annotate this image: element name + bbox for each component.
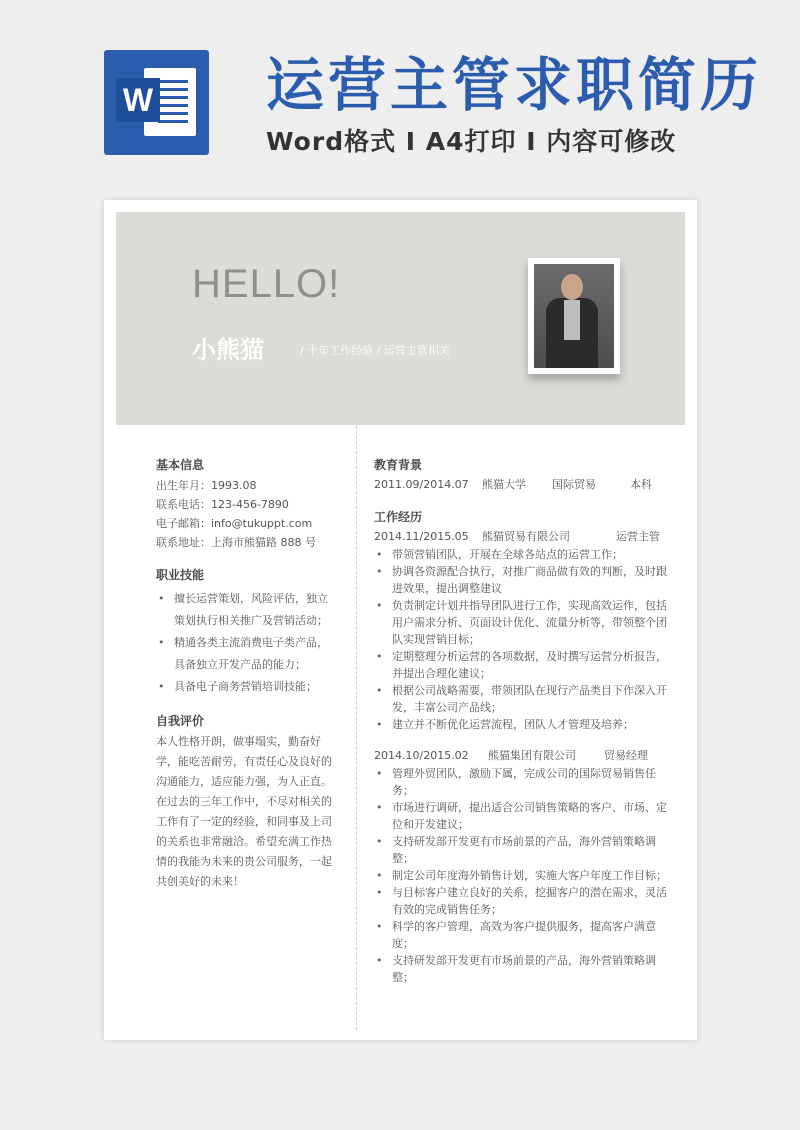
list-item: • 定期整理分析运营的各项数据，及时撰写运营分析报告，并提出合理化建议；: [374, 648, 674, 682]
list-item: • 擅长运营策划，风险评估，独立策划执行相关推广及营销活动；: [156, 588, 336, 632]
job-position: 运营主管: [616, 530, 660, 543]
list-item: • 建立并不断优化运营流程，团队人才管理及培养；: [374, 716, 674, 733]
list-item: • 带领营销团队，开展在全球各站点的运营工作；: [374, 546, 674, 563]
column-divider: [356, 426, 357, 1030]
candidate-name: 小熊猫: [192, 336, 264, 364]
resume-header: [116, 212, 685, 425]
job-date: 2014.10/2015.02: [374, 749, 469, 762]
self-eval-title: 自我评价: [156, 714, 205, 728]
info-line: 联系地址：上海市熊猫路 888 号: [156, 536, 316, 549]
list-item: • 市场进行调研，提出适合公司销售策略的客户、市场、定位和开发建议；: [374, 799, 674, 833]
list-item: • 管理外贸团队，激励下属，完成公司的国际贸易销售任务；: [374, 765, 674, 799]
info-line: 电子邮箱：info@tukuppt.com: [156, 517, 313, 530]
job-company: 熊猫集团有限公司: [488, 749, 576, 762]
candidate-tagline: / 十年工作经验 / 运营主管相关: [300, 344, 450, 357]
list-item: • 负责制定计划并指导团队进行工作，实现高效运作，包括用户需求分析、页面设计优化、流量分析等，带领整个团队实现营销目标；: [374, 597, 674, 648]
list-item: • 与目标客户建立良好的关系，挖掘客户的潜在需求，灵活有效的完成销售任务；: [374, 884, 674, 918]
job-duties-list: [374, 765, 674, 986]
job-header: [374, 747, 674, 765]
left-column: [156, 456, 336, 892]
skills-list: [156, 588, 336, 698]
resume-page: [104, 200, 697, 1040]
work-title: 工作经历: [374, 510, 423, 524]
hello-heading: HELLO!: [192, 262, 341, 306]
list-item: • 支持研发部开发更有市场前景的产品，海外营销策略调整；: [374, 833, 674, 867]
education-school: 熊猫大学: [482, 478, 526, 491]
list-item: • 具备电子商务营销培训技能；: [156, 676, 336, 698]
list-item: • 根据公司战略需要，带领团队在现行产品类目下作深入开发，丰富公司产品线；: [374, 682, 674, 716]
education-date: 2011.09/2014.07: [374, 478, 469, 491]
job-date: 2014.11/2015.05: [374, 530, 469, 543]
word-letter: W: [116, 78, 160, 122]
job-header: [374, 528, 674, 546]
list-item: • 精通各类主流消费电子类产品，具备独立开发产品的能力；: [156, 632, 336, 676]
job-position: 贸易经理: [604, 749, 648, 762]
profile-photo: [528, 258, 620, 374]
education-degree: 本科: [630, 478, 652, 491]
skills-title: 职业技能: [156, 568, 205, 582]
right-column: [374, 456, 674, 986]
info-line: 出生年月：1993.08: [156, 479, 257, 492]
job-duties-list: [374, 546, 674, 733]
basic-info-title: 基本信息: [156, 458, 205, 472]
word-logo-icon: [104, 50, 209, 155]
education-major: 国际贸易: [552, 478, 596, 491]
info-line: 联系电话：123-456-7890: [156, 498, 289, 511]
list-item: • 协调各资源配合执行，对推广商品做有效的判断，及时跟进效果，提出调整建议: [374, 563, 674, 597]
banner-subtitle: Word格式 I A4打印 I 内容可修改: [266, 127, 677, 156]
education-title: 教育背景: [374, 458, 423, 472]
list-item: • 支持研发部开发更有市场前景的产品，海外营销策略调整；: [374, 952, 674, 986]
list-item: • 制定公司年度海外销售计划，实施大客户年度工作目标；: [374, 867, 674, 884]
education-row: [374, 476, 674, 494]
self-eval-text: 本人性格开朗，做事塌实，勤奋好学，能吃苦耐劳，有责任心及良好的沟通能力，适应能力强，为人正直。在过去的三年工作中，不尽对相关的工作有了一定的经验，和同事及上司的关系也非常融洽。希望充满工作热情的我能为未来的贵公司服务，一起共创美好的未来！: [156, 735, 332, 888]
list-item: • 科学的客户管理，高效为客户提供服务，提高客户满意度；: [374, 918, 674, 952]
job-company: 熊猫贸易有限公司: [482, 530, 570, 543]
banner-title: 运营主管求职简历: [266, 51, 763, 119]
